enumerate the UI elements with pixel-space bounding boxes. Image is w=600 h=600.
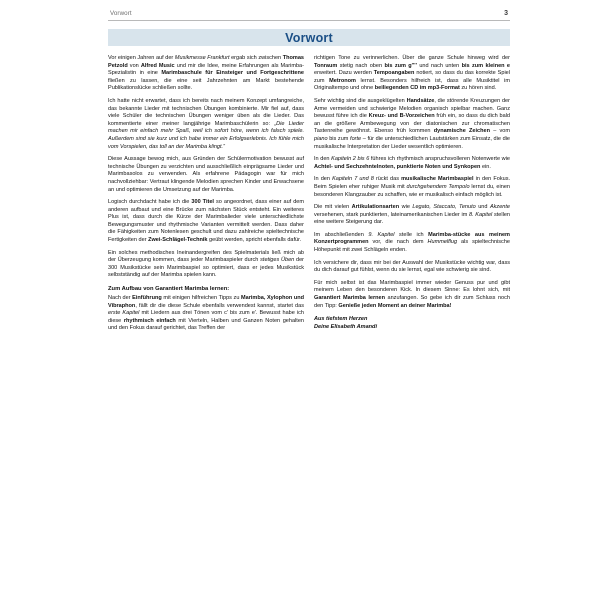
text-run: , fällt dir die diese Schule ebenfalls verwendest kannst, startet das	[135, 302, 304, 309]
text-run: piano	[314, 135, 328, 142]
text-run: Marimbaschule für Einsteiger und Fortgeschrittene	[161, 70, 304, 77]
text-run: Thomas Petzold	[108, 55, 305, 69]
body-paragraph	[108, 199, 304, 245]
text-run: Einführung	[132, 295, 162, 302]
text-run: ein.	[480, 163, 491, 170]
text-run: Alfred Music	[140, 62, 175, 69]
text-run: Metronom	[329, 77, 356, 84]
text-run: Vor einigen Jahren auf der	[108, 55, 175, 61]
text-run: vor, die nach dem	[368, 239, 428, 246]
text-run: Ich hatte nicht erwartet, dass ich bereits nach meinem Konzept umfangreiche, das bekannte Lieder mit technischen Übungen kombinierte. Mir fiel auf, dass viele Schüler die technischen Übungen weniger üben als die Lieder. Das kommentierte einer meiner langjährige Marimbaschülerin so:	[108, 97, 304, 127]
text-run: In den	[314, 176, 333, 183]
text-run: und mir die Idee, meine Erfahrungen als Marimba-Spezialistin in eine	[108, 62, 304, 77]
left-column-subheading: Zum Aufbau von Garantiert Marimba lernen:	[108, 286, 230, 293]
body-paragraph	[314, 232, 510, 255]
text-run: Für mich selbst ist das Marimbaspiel immer wieder Genuss pur und gibt meinem Leben den besonderen Kick. In diesem Sinne: Es lohnt sich, mit	[314, 279, 510, 294]
text-run: In den	[314, 156, 332, 163]
body-paragraph	[108, 295, 304, 333]
body-paragraph	[314, 98, 510, 151]
text-run: so angeordnet, dass einer auf dem anderen aufbaut und eine Brücke zum nächsten Stück entsteht. Ein weiteres Plus ist, dass durch die Kürze der Marimbalieder viele unterschiedlichste Bewegungsmuster und rhythmische Varianten vermittelt werden. Dass daher die Fähigkeiten zum Notenlesen geschult und dazu zahlreiche spieltechnische Fertigkeiten der	[108, 199, 304, 244]
text-run: Garantiert Marimba lernen	[314, 295, 385, 302]
text-run: durchgehendem Tempolo	[406, 183, 470, 190]
text-run: Nach der	[108, 295, 133, 302]
body-paragraph	[314, 204, 510, 227]
text-run: Musikmesse Frankfurt	[174, 55, 230, 61]
signature-line: Deine Elisabeth Amandi	[314, 324, 377, 331]
text-run: dynamische Zeichen	[433, 128, 490, 135]
text-run: stetig nach oben	[337, 62, 385, 69]
text-run: – vom	[489, 128, 510, 135]
signature-line: Aus tiefstem Herzen	[314, 316, 368, 323]
left-column-paragraphs-2	[108, 295, 304, 333]
text-run: wie	[399, 204, 413, 211]
text-run: lernst. Besonders hilfreich ist, dass alle Musiktitel im Originaltempo und ohne	[314, 77, 510, 92]
body-paragraph	[108, 98, 304, 151]
text-run: Kreuz- und B-Vorzeichen	[368, 113, 435, 120]
chapter-title-bar	[108, 29, 510, 46]
page-content	[108, 10, 510, 590]
text-run: Hummelflug	[427, 239, 458, 246]
text-run: bis zum	[327, 135, 351, 142]
text-run: beiliegenden CD im mp3-Format	[374, 85, 460, 92]
text-run: notiert, so dass du das korrekte Spiel zum	[314, 70, 511, 84]
text-run: als spieltechnische Höhepunkt mit zwei Schlägeln enden.	[314, 239, 510, 254]
text-run: erweitert. Dazu werden	[314, 70, 374, 77]
body-paragraph	[314, 280, 510, 310]
right-column	[314, 55, 510, 338]
text-run: Die mit vielen	[314, 204, 352, 211]
text-run: Kapiteln 2 bis 6	[331, 156, 370, 163]
text-run: Artikulationsarten	[351, 204, 400, 211]
text-run: Logisch durchdacht habe ich die	[108, 199, 192, 206]
text-run: von	[127, 62, 141, 69]
body-paragraph	[314, 55, 510, 93]
text-run: richtigen Tone zu verinnerlichen. Über die ganze Schule hinweg wird der	[314, 55, 510, 61]
text-run: Genieße jeden Moment an deiner Marimba!	[338, 302, 452, 309]
text-run: Ein solches methodisches Ineinandergreifen des Spielmaterials ließ mich ab der Überzeugung kommen, dass jeder Marimbaspieler durch	[108, 249, 304, 264]
text-run: geübt werden, spricht ebenfalls dafür.	[207, 237, 302, 244]
text-run: forte	[350, 135, 362, 142]
text-run: der 300 Musikstücke sein Marimbaspiel so optimiert, dass er jedes Musikstück selbstständig auf der Marimba spielen kann.	[108, 257, 305, 279]
text-run: und	[475, 204, 490, 211]
text-run: Sehr wichtig sind die ausgeklügelten	[314, 97, 407, 104]
text-run: mit einigen hilfreichen Tipps zu	[161, 295, 242, 302]
signature-block	[314, 316, 510, 332]
text-run: fließen zu lassen, die eine seit Jahrzehnten am Markt bestehende Publikationslücke schließen sollte.	[108, 77, 304, 92]
two-column-body	[108, 55, 510, 338]
body-paragraph	[314, 156, 510, 171]
text-run: Tonraum	[314, 62, 338, 69]
text-run: Kapiteln 7 und 8	[332, 176, 374, 183]
text-run: Tempoangaben	[373, 70, 415, 77]
text-run: mit Vierteln, Halben und Ganzen Noten gehalten und den Fokus darauf gerichtet, das Treffen der	[108, 317, 304, 332]
text-run: stellen eine weitere Steigerung dar.	[314, 211, 510, 226]
page-number: 3	[504, 10, 508, 17]
text-run: 8. Kapitel	[469, 211, 493, 218]
text-run: bis zum g''''	[384, 62, 417, 69]
text-run: mit Liedern aus drei Tönen vom c' bis zum e'. Bewusst habe ich diese	[108, 310, 304, 324]
text-run: rückt das	[373, 176, 402, 183]
text-run: , die störende Kreuzungen der Arme vermeiden und schwierige Melodien organisch spielbar machen. Ganz bewusst führe ich die	[314, 97, 510, 120]
page-title: Vorwort	[285, 30, 333, 45]
text-run: Ich versichere dir, dass mir bei der Auswahl der Musikstücke wichtig war, dass du dich darauf gut fühlst, wenn du sie lernst, egal wie schwierig sie sind.	[314, 259, 510, 274]
text-run: und nach unten	[416, 62, 462, 69]
left-column	[108, 55, 304, 338]
text-run: stelle ich	[394, 231, 429, 238]
text-run: Legato, Staccato, Tenuto	[412, 204, 476, 211]
text-run: in den Fokus. Beim Spielen eher ruhiger Musik mit	[314, 176, 511, 190]
text-run: musikalische Marimbaspiel	[401, 176, 474, 183]
text-run: bis zum kleinen e	[461, 62, 511, 69]
text-run: anzufangen. So gebe ich dir zum Schluss noch den Tipp:	[314, 295, 510, 309]
text-run: führes ich rhythmisch anspruchsvolleren Notenwerte wie	[369, 156, 511, 163]
text-run: Achtel- und Sechzehntelnoten, punktierte Noten und Synkopen	[314, 163, 481, 170]
body-paragraph	[108, 156, 304, 194]
text-run: stetiges Üben	[260, 257, 295, 264]
text-run: ergab sich zwischen	[229, 55, 283, 61]
text-run: 300 Titel	[191, 199, 214, 206]
text-run: Marimba-stücke aus meinem Konzertprogrammen	[314, 231, 510, 246]
text-run: lernst du, einen besonderen Klangzauber zu schaffen, wie er musikalisch einfach möglich ist.	[314, 183, 510, 198]
text-run: Marimba, Xylophon und Vibraphon	[108, 295, 304, 309]
right-column-paragraphs	[314, 55, 510, 310]
text-run: – für die unterschiedlichen Lautstärken zum Einsatz, die die musikalische Interpretation der Lieder wesentlich optimieren.	[314, 135, 510, 150]
running-title: Vorwort	[110, 10, 132, 17]
text-run: Zwei-Schlägel-Technik	[148, 237, 208, 244]
text-run: rhythmisch einfach	[123, 317, 176, 324]
text-run: 9. Kapitel	[368, 231, 395, 238]
body-paragraph	[108, 55, 304, 93]
body-paragraph	[314, 260, 510, 275]
text-run: Handsätze	[406, 97, 435, 104]
text-run: Diese Aussage bewog mich, aus Gründen der Schülermotivation bewusst auf technische Übungen zu verzichten und ausschließlich einprägsame Lieder und Marimbasolos zu verwenden. Als erfahrene Pädagogin war für mich nachvollziehbar: Vertraut klingende Melodien sprechen Kinder und Erwachsene an und optimieren die Umsetzung auf der Marimba.	[108, 156, 304, 193]
text-run: früh ein, so dass du dich bald an die größere Armbewegung von der diatonischen zur chromatischen Tastenreihe gewöhnst. Ebenso früh kommen	[314, 113, 510, 135]
body-paragraph	[108, 250, 304, 280]
page-header	[108, 10, 510, 21]
text-run: zu hören sind.	[459, 85, 497, 92]
text-run: versehenen, stark punktierten, lateinamerikanischen Lieder im	[314, 211, 469, 218]
text-run: erste Kapitel	[108, 310, 140, 317]
text-run: Im abschließenden	[314, 231, 369, 238]
body-paragraph	[314, 176, 510, 199]
text-run: „Die Lieder machen mir einfach mehr Spaß, weil ich sofort höre, wenn ich falsch spiele. Außerdem sind sie kurz und ich habe immer ein Erfolgserlebnis. Ich fühle mich vom Vorspielen, das toll an der Marimba klingt.“	[108, 120, 304, 150]
left-column-paragraphs	[108, 55, 304, 280]
text-run: Akzente	[489, 204, 510, 211]
